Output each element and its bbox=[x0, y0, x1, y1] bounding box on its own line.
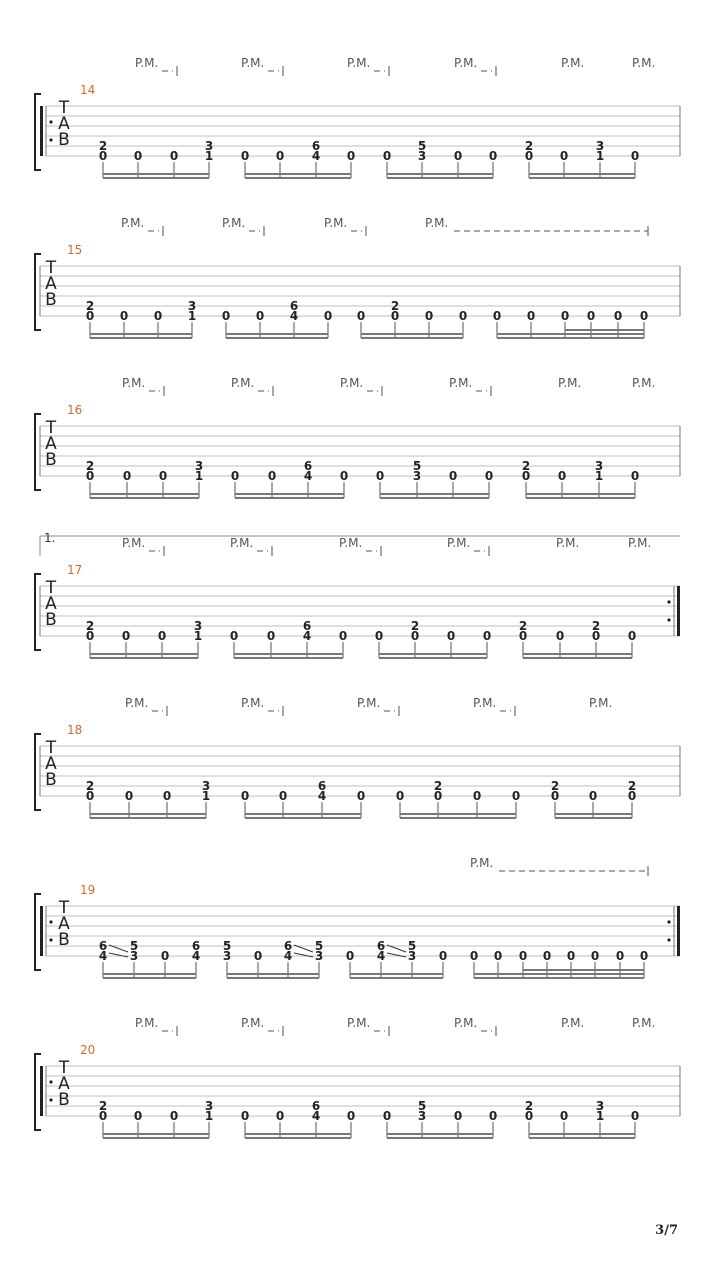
system-19 bbox=[35, 856, 680, 978]
fret-number: 0 bbox=[356, 309, 366, 323]
fret-number: 0 bbox=[162, 789, 172, 803]
palm-mute-label: P.M. bbox=[125, 696, 149, 710]
fret-number: 4 bbox=[191, 949, 201, 963]
fret-number: 2 bbox=[85, 779, 95, 793]
repeat-end-thick-bar bbox=[677, 586, 680, 636]
palm-mute-label: P.M. bbox=[339, 536, 363, 550]
fret-number: 0 bbox=[255, 309, 265, 323]
palm-mute-label: P.M. bbox=[556, 536, 580, 550]
fret-number: 0 bbox=[550, 789, 560, 803]
fret-number: 1 bbox=[595, 1109, 605, 1123]
palm-mute-label: P.M. bbox=[632, 1016, 656, 1030]
fret-number: 0 bbox=[615, 949, 625, 963]
beam-group bbox=[551, 779, 636, 818]
palm-mute-label: P.M. bbox=[121, 216, 145, 230]
repeat-start-thick-bar bbox=[40, 906, 43, 956]
beam-group bbox=[99, 939, 200, 978]
fret-number: 0 bbox=[229, 629, 239, 643]
fret-number: 0 bbox=[169, 149, 179, 163]
palm-mute-label: P.M. bbox=[425, 216, 449, 230]
fret-number: 3 bbox=[595, 1099, 605, 1113]
fret-number: 0 bbox=[613, 309, 623, 323]
fret-number: 0 bbox=[566, 949, 576, 963]
fret-number: 3 bbox=[187, 299, 197, 313]
fret-number: 0 bbox=[121, 629, 131, 643]
fret-number: 0 bbox=[518, 949, 528, 963]
tab-clef-letter: B bbox=[45, 450, 57, 470]
beam-group bbox=[86, 299, 196, 338]
fret-number: 0 bbox=[267, 469, 277, 483]
fret-number: 0 bbox=[438, 949, 448, 963]
fret-number: 6 bbox=[98, 939, 108, 953]
fret-number: 0 bbox=[484, 469, 494, 483]
fret-number: 4 bbox=[317, 789, 327, 803]
tab-clef-letter: A bbox=[45, 594, 57, 614]
repeat-dot bbox=[49, 138, 52, 141]
tab-clef-letter: B bbox=[58, 930, 70, 950]
fret-number: 6 bbox=[311, 1099, 321, 1113]
palm-mute-label: P.M. bbox=[241, 696, 265, 710]
fret-number: 1 bbox=[204, 149, 214, 163]
beam-group bbox=[519, 619, 636, 658]
beam-group bbox=[222, 299, 332, 338]
system-15 bbox=[35, 216, 680, 338]
fret-number: 0 bbox=[627, 629, 637, 643]
fret-number: 1 bbox=[204, 1109, 214, 1123]
fret-number: 3 bbox=[417, 149, 427, 163]
fret-number: 0 bbox=[158, 469, 168, 483]
fret-number: 4 bbox=[303, 469, 313, 483]
fret-number: 0 bbox=[346, 149, 356, 163]
beam-group bbox=[376, 459, 493, 498]
tab-clef-letter: B bbox=[58, 130, 70, 150]
palm-mute-label: P.M. bbox=[473, 696, 497, 710]
tab-clef-letter: B bbox=[45, 290, 57, 310]
fret-number: 0 bbox=[169, 1109, 179, 1123]
fret-number: 6 bbox=[283, 939, 293, 953]
fret-number: 0 bbox=[395, 789, 405, 803]
fret-number: 0 bbox=[98, 149, 108, 163]
palm-mute-label: P.M. bbox=[449, 376, 473, 390]
tab-clef-letter: T bbox=[45, 578, 57, 598]
fret-number: 2 bbox=[85, 619, 95, 633]
fret-number: 3 bbox=[204, 139, 214, 153]
palm-mute-label: P.M. bbox=[589, 696, 613, 710]
fret-number: 0 bbox=[424, 309, 434, 323]
fret-number: 3 bbox=[417, 1109, 427, 1123]
measure-number: 18 bbox=[67, 723, 83, 737]
palm-mute-label: P.M. bbox=[454, 56, 478, 70]
fret-number: 2 bbox=[627, 779, 637, 793]
tab-clef-letter: B bbox=[58, 1090, 70, 1110]
fret-number: 2 bbox=[524, 139, 534, 153]
fret-number: 0 bbox=[374, 629, 384, 643]
fret-number: 0 bbox=[275, 149, 285, 163]
fret-number: 0 bbox=[382, 1109, 392, 1123]
fret-number: 0 bbox=[493, 949, 503, 963]
fret-number: 1 bbox=[201, 789, 211, 803]
palm-mute-label: P.M. bbox=[561, 1016, 585, 1030]
fret-number: 0 bbox=[639, 949, 649, 963]
fret-number: 0 bbox=[338, 629, 348, 643]
fret-number: 2 bbox=[98, 1099, 108, 1113]
fret-number: 0 bbox=[524, 1109, 534, 1123]
fret-number: 0 bbox=[119, 309, 129, 323]
beam-group bbox=[346, 939, 447, 978]
fret-number: 0 bbox=[221, 309, 231, 323]
beam-group bbox=[241, 139, 355, 178]
palm-mute-label: P.M. bbox=[222, 216, 246, 230]
fret-number: 4 bbox=[289, 309, 299, 323]
beam-group bbox=[525, 139, 639, 178]
fret-number: 0 bbox=[639, 309, 649, 323]
fret-number: 0 bbox=[410, 629, 420, 643]
beam-group bbox=[522, 459, 639, 498]
beam-group bbox=[383, 139, 497, 178]
fret-number: 6 bbox=[317, 779, 327, 793]
fret-number: 3 bbox=[222, 949, 232, 963]
fret-number: 2 bbox=[390, 299, 400, 313]
fret-number: 4 bbox=[302, 629, 312, 643]
beam-group bbox=[99, 139, 213, 178]
fret-number: 0 bbox=[557, 469, 567, 483]
fret-number: 0 bbox=[630, 469, 640, 483]
fret-number: 0 bbox=[160, 949, 170, 963]
fret-number: 1 bbox=[193, 629, 203, 643]
measure-number: 16 bbox=[67, 403, 83, 417]
repeat-start-thick-bar bbox=[40, 106, 43, 156]
palm-mute-label: P.M. bbox=[122, 376, 146, 390]
palm-mute-label: P.M. bbox=[122, 536, 146, 550]
fret-number: 0 bbox=[524, 149, 534, 163]
volta-label: 1. bbox=[44, 531, 56, 545]
palm-mute-label: P.M. bbox=[241, 56, 265, 70]
fret-number: 5 bbox=[417, 1099, 427, 1113]
tab-clef-letter: B bbox=[45, 770, 57, 790]
fret-number: 0 bbox=[469, 949, 479, 963]
fret-number: 3 bbox=[194, 459, 204, 473]
fret-number: 0 bbox=[382, 149, 392, 163]
fret-number: 4 bbox=[98, 949, 108, 963]
fret-number: 0 bbox=[590, 949, 600, 963]
fret-number: 0 bbox=[98, 1109, 108, 1123]
beam-group bbox=[375, 619, 491, 658]
palm-mute-label: P.M. bbox=[632, 376, 656, 390]
system-20 bbox=[35, 1016, 680, 1138]
fret-number: 5 bbox=[417, 139, 427, 153]
fret-number: 0 bbox=[266, 629, 276, 643]
tab-clef-letter: T bbox=[45, 258, 57, 278]
fret-number: 5 bbox=[407, 939, 417, 953]
fret-number: 5 bbox=[222, 939, 232, 953]
fret-number: 0 bbox=[448, 469, 458, 483]
fret-number: 5 bbox=[314, 939, 324, 953]
fret-number: 2 bbox=[410, 619, 420, 633]
beam-group bbox=[230, 619, 347, 658]
fret-number: 0 bbox=[518, 629, 528, 643]
fret-number: 6 bbox=[311, 139, 321, 153]
fret-number: 1 bbox=[194, 469, 204, 483]
tab-clef-letter: B bbox=[45, 610, 57, 630]
palm-mute-label: P.M. bbox=[347, 56, 371, 70]
repeat-start-thick-bar bbox=[40, 1066, 43, 1116]
beam-group bbox=[86, 459, 203, 498]
fret-number: 0 bbox=[339, 469, 349, 483]
fret-number: 0 bbox=[559, 1109, 569, 1123]
fret-number: 2 bbox=[591, 619, 601, 633]
repeat-dot bbox=[49, 1098, 52, 1101]
fret-number: 6 bbox=[376, 939, 386, 953]
beam-group bbox=[99, 1099, 213, 1138]
fret-number: 6 bbox=[302, 619, 312, 633]
measure-number: 15 bbox=[67, 243, 83, 257]
fret-number: 0 bbox=[133, 149, 143, 163]
beam-group bbox=[396, 779, 520, 818]
system-18 bbox=[35, 696, 680, 818]
fret-number: 0 bbox=[472, 789, 482, 803]
repeat-dot bbox=[49, 920, 52, 923]
repeat-dot bbox=[49, 938, 52, 941]
page-number: 3/7 bbox=[655, 1223, 678, 1238]
tab-clef-letter: A bbox=[45, 274, 57, 294]
tab-clef-letter: A bbox=[45, 434, 57, 454]
tab-clef-letter: T bbox=[58, 898, 70, 918]
system-17 bbox=[35, 531, 680, 658]
fret-number: 0 bbox=[446, 629, 456, 643]
repeat-dot bbox=[49, 120, 52, 123]
fret-number: 3 bbox=[204, 1099, 214, 1113]
fret-number: 0 bbox=[488, 1109, 498, 1123]
fret-number: 3 bbox=[595, 139, 605, 153]
system-14 bbox=[35, 56, 680, 178]
tab-clef-letter: A bbox=[58, 114, 70, 134]
beam-group bbox=[241, 1099, 355, 1138]
fret-number: 0 bbox=[588, 789, 598, 803]
repeat-dot bbox=[667, 920, 670, 923]
beam-group bbox=[493, 309, 648, 338]
fret-number: 0 bbox=[346, 1109, 356, 1123]
fret-number: 2 bbox=[85, 459, 95, 473]
fret-number: 5 bbox=[129, 939, 139, 953]
fret-number: 0 bbox=[133, 1109, 143, 1123]
fret-number: 2 bbox=[98, 139, 108, 153]
beam-group bbox=[241, 779, 365, 818]
palm-mute-label: P.M. bbox=[447, 536, 471, 550]
palm-mute-label: P.M. bbox=[357, 696, 381, 710]
fret-number: 4 bbox=[311, 149, 321, 163]
fret-number: 3 bbox=[594, 459, 604, 473]
palm-mute-label: P.M. bbox=[135, 1016, 159, 1030]
fret-number: 0 bbox=[253, 949, 263, 963]
beam-group bbox=[223, 939, 323, 978]
fret-number: 0 bbox=[492, 309, 502, 323]
fret-number: 0 bbox=[627, 789, 637, 803]
palm-mute-label: P.M. bbox=[558, 376, 582, 390]
palm-mute-label: P.M. bbox=[340, 376, 364, 390]
fret-number: 0 bbox=[482, 629, 492, 643]
fret-number: 1 bbox=[187, 309, 197, 323]
tab-clef-letter: A bbox=[45, 754, 57, 774]
fret-number: 0 bbox=[153, 309, 163, 323]
fret-number: 0 bbox=[124, 789, 134, 803]
palm-mute-label: P.M. bbox=[628, 536, 652, 550]
repeat-end-thick-bar bbox=[677, 906, 680, 956]
fret-number: 0 bbox=[85, 629, 95, 643]
fret-number: 0 bbox=[630, 149, 640, 163]
fret-number: 3 bbox=[201, 779, 211, 793]
fret-number: 3 bbox=[407, 949, 417, 963]
beam-group bbox=[86, 619, 202, 658]
fret-number: 0 bbox=[375, 469, 385, 483]
fret-number: 0 bbox=[240, 789, 250, 803]
repeat-dot bbox=[49, 1080, 52, 1083]
palm-mute-label: P.M. bbox=[470, 856, 494, 870]
system-16 bbox=[35, 376, 680, 498]
tab-clef-letter: A bbox=[58, 1074, 70, 1094]
palm-mute-label: P.M. bbox=[561, 56, 585, 70]
fret-number: 2 bbox=[524, 1099, 534, 1113]
fret-number: 0 bbox=[345, 949, 355, 963]
beam-group bbox=[383, 1099, 497, 1138]
measure-number: 17 bbox=[67, 563, 83, 577]
tab-clef-letter: A bbox=[58, 914, 70, 934]
fret-number: 2 bbox=[550, 779, 560, 793]
fret-number: 0 bbox=[85, 789, 95, 803]
measure-number: 19 bbox=[80, 883, 96, 897]
measure-number: 20 bbox=[80, 1043, 96, 1057]
fret-number: 3 bbox=[314, 949, 324, 963]
fret-number: 0 bbox=[511, 789, 521, 803]
fret-number: 0 bbox=[157, 629, 167, 643]
fret-number: 0 bbox=[390, 309, 400, 323]
fret-number: 3 bbox=[412, 469, 422, 483]
fret-number: 0 bbox=[278, 789, 288, 803]
repeat-dot bbox=[667, 618, 670, 621]
palm-mute-label: P.M. bbox=[230, 536, 254, 550]
fret-number: 0 bbox=[591, 629, 601, 643]
fret-number: 0 bbox=[85, 469, 95, 483]
tab-clef-letter: T bbox=[45, 418, 57, 438]
fret-number: 2 bbox=[85, 299, 95, 313]
repeat-dot bbox=[667, 600, 670, 603]
palm-mute-label: P.M. bbox=[347, 1016, 371, 1030]
beam-group bbox=[231, 459, 348, 498]
fret-number: 6 bbox=[289, 299, 299, 313]
beam-group bbox=[357, 299, 467, 338]
fret-number: 0 bbox=[433, 789, 443, 803]
fret-number: 0 bbox=[230, 469, 240, 483]
palm-mute-label: P.M. bbox=[241, 1016, 265, 1030]
fret-number: 0 bbox=[453, 1109, 463, 1123]
fret-number: 0 bbox=[542, 949, 552, 963]
fret-number: 1 bbox=[594, 469, 604, 483]
fret-number: 0 bbox=[240, 149, 250, 163]
fret-number: 4 bbox=[376, 949, 386, 963]
fret-number: 2 bbox=[518, 619, 528, 633]
fret-number: 0 bbox=[240, 1109, 250, 1123]
fret-number: 3 bbox=[193, 619, 203, 633]
fret-number: 0 bbox=[453, 149, 463, 163]
beam-group bbox=[525, 1099, 639, 1138]
palm-mute-label: P.M. bbox=[454, 1016, 478, 1030]
beam-group bbox=[86, 779, 210, 818]
tab-clef-letter: T bbox=[58, 1058, 70, 1078]
fret-number: 0 bbox=[458, 309, 468, 323]
fret-number: 5 bbox=[412, 459, 422, 473]
fret-number: 2 bbox=[521, 459, 531, 473]
fret-number: 2 bbox=[433, 779, 443, 793]
fret-number: 0 bbox=[488, 149, 498, 163]
fret-number: 0 bbox=[85, 309, 95, 323]
beam-group bbox=[470, 949, 648, 978]
fret-number: 1 bbox=[595, 149, 605, 163]
fret-number: 0 bbox=[586, 309, 596, 323]
palm-mute-label: P.M. bbox=[231, 376, 255, 390]
repeat-dot bbox=[667, 938, 670, 941]
fret-number: 4 bbox=[311, 1109, 321, 1123]
tab-clef-letter: T bbox=[58, 98, 70, 118]
fret-number: 0 bbox=[559, 149, 569, 163]
fret-number: 0 bbox=[555, 629, 565, 643]
palm-mute-label: P.M. bbox=[632, 56, 656, 70]
fret-number: 0 bbox=[356, 789, 366, 803]
fret-number: 0 bbox=[275, 1109, 285, 1123]
fret-number: 0 bbox=[122, 469, 132, 483]
palm-mute-label: P.M. bbox=[135, 56, 159, 70]
fret-number: 6 bbox=[303, 459, 313, 473]
palm-mute-label: P.M. bbox=[324, 216, 348, 230]
fret-number: 3 bbox=[129, 949, 139, 963]
tab-clef-letter: T bbox=[45, 738, 57, 758]
fret-number: 0 bbox=[521, 469, 531, 483]
fret-number: 0 bbox=[560, 309, 570, 323]
fret-number: 4 bbox=[283, 949, 293, 963]
fret-number: 0 bbox=[323, 309, 333, 323]
measure-number: 14 bbox=[80, 83, 96, 97]
fret-number: 0 bbox=[526, 309, 536, 323]
fret-number: 0 bbox=[630, 1109, 640, 1123]
fret-number: 6 bbox=[191, 939, 201, 953]
